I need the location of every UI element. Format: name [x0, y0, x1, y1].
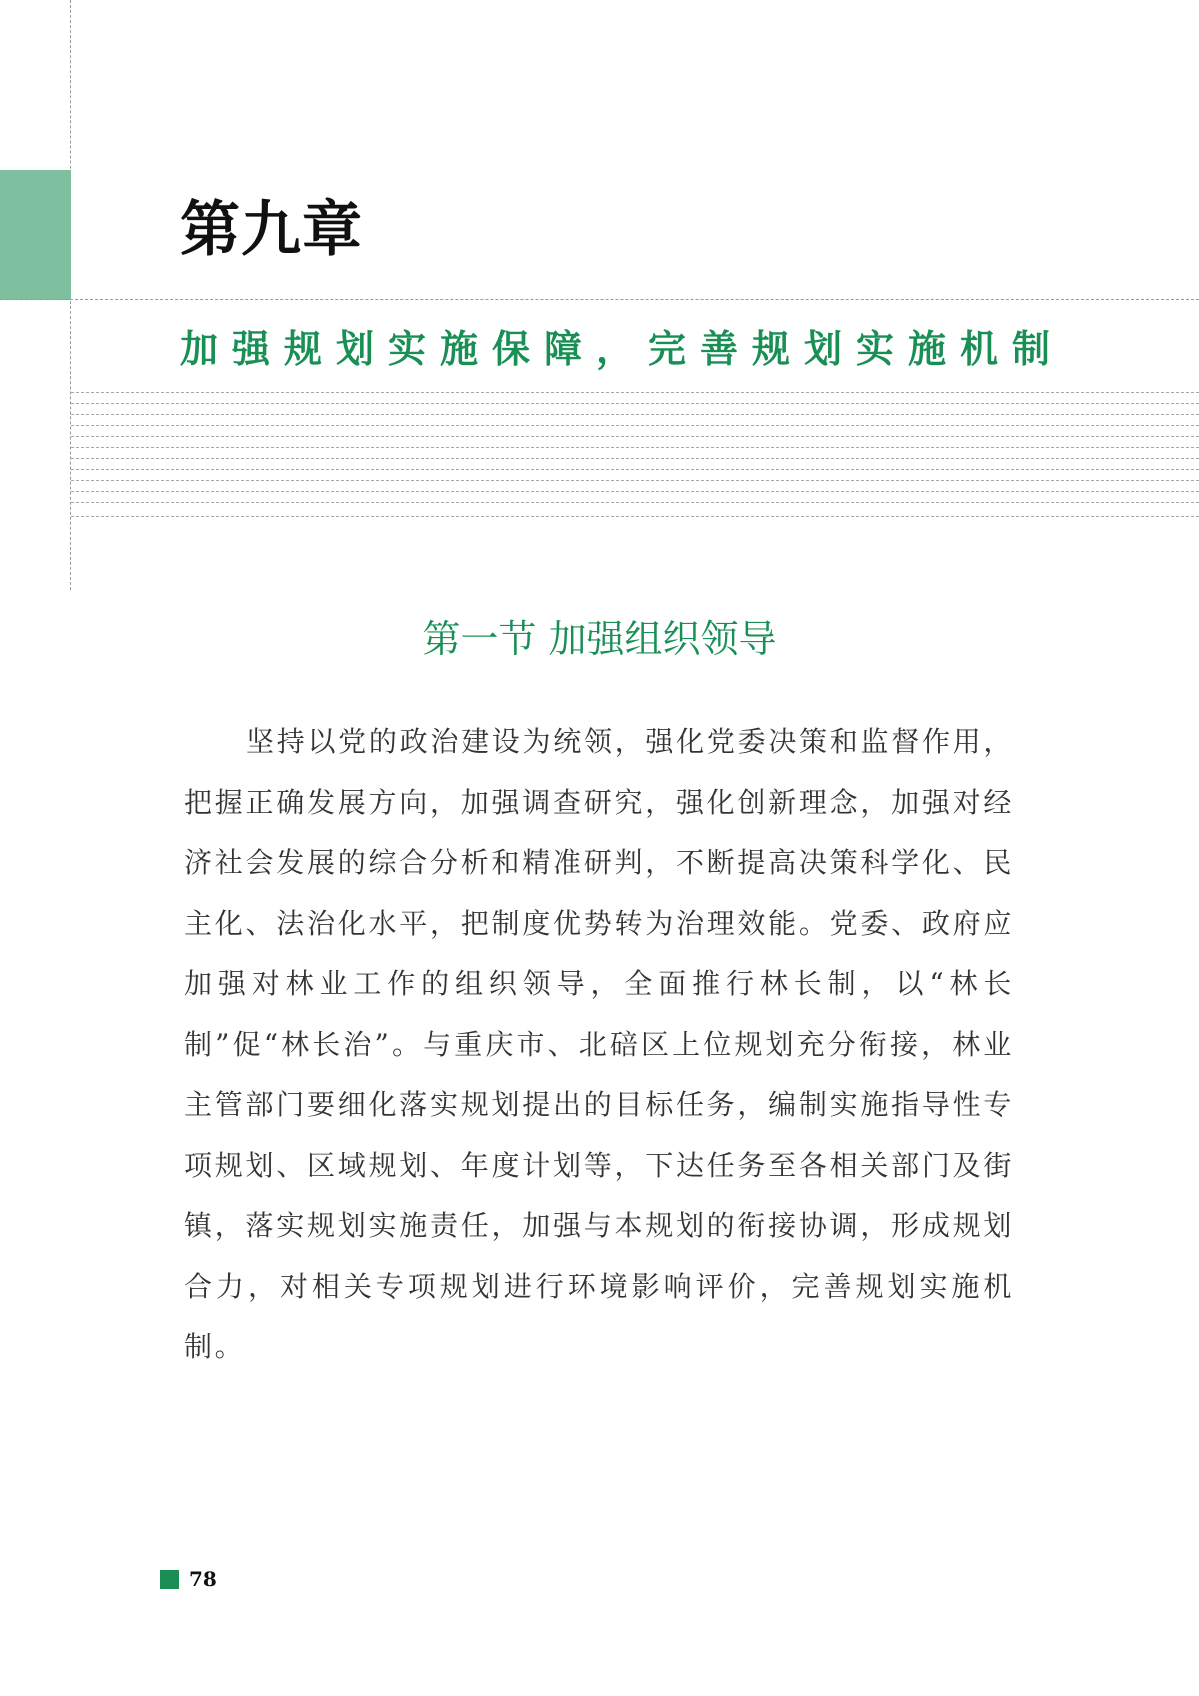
chapter-subtitle: 加强规划实施保障，完善规划实施机制 — [180, 327, 1065, 371]
header-dashed-divider — [0, 299, 1199, 300]
chapter-tab-marker — [0, 170, 71, 300]
section-title: 第一节 加强组织领导 — [422, 617, 777, 661]
body-paragraph: 坚持以党的政治建设为统领，强化党委决策和监督作用，把握正确发展方向，加强调查研究，强化创新理念，加强对经济社会发展的综合分析和精准研判，不断提高决策科学化、民主化、法治化水平，把制度优势转为治理效能。党委、政府应加强对林业工作的组织领导，全面推行林长制，以“林长制”促“林长治”。与重庆市、北碚区上位规划充分衔接，林业主管部门要细化落实规划提出的目标任务，编制实施指导性专项规划、区域规划、年度计划等，下达任务至各相关部门及街镇，落实规划实施责任，加强与本规划的衔接协调，形成规划合力，对相关专项规划进行环境影响评价，完善规划实施机制。 — [184, 725, 1014, 1363]
page-marker-square-icon — [160, 1570, 179, 1589]
chapter-title: 第九章 — [180, 195, 363, 265]
page-number: 78 — [189, 1567, 217, 1591]
page-footer — [160, 1568, 217, 1590]
